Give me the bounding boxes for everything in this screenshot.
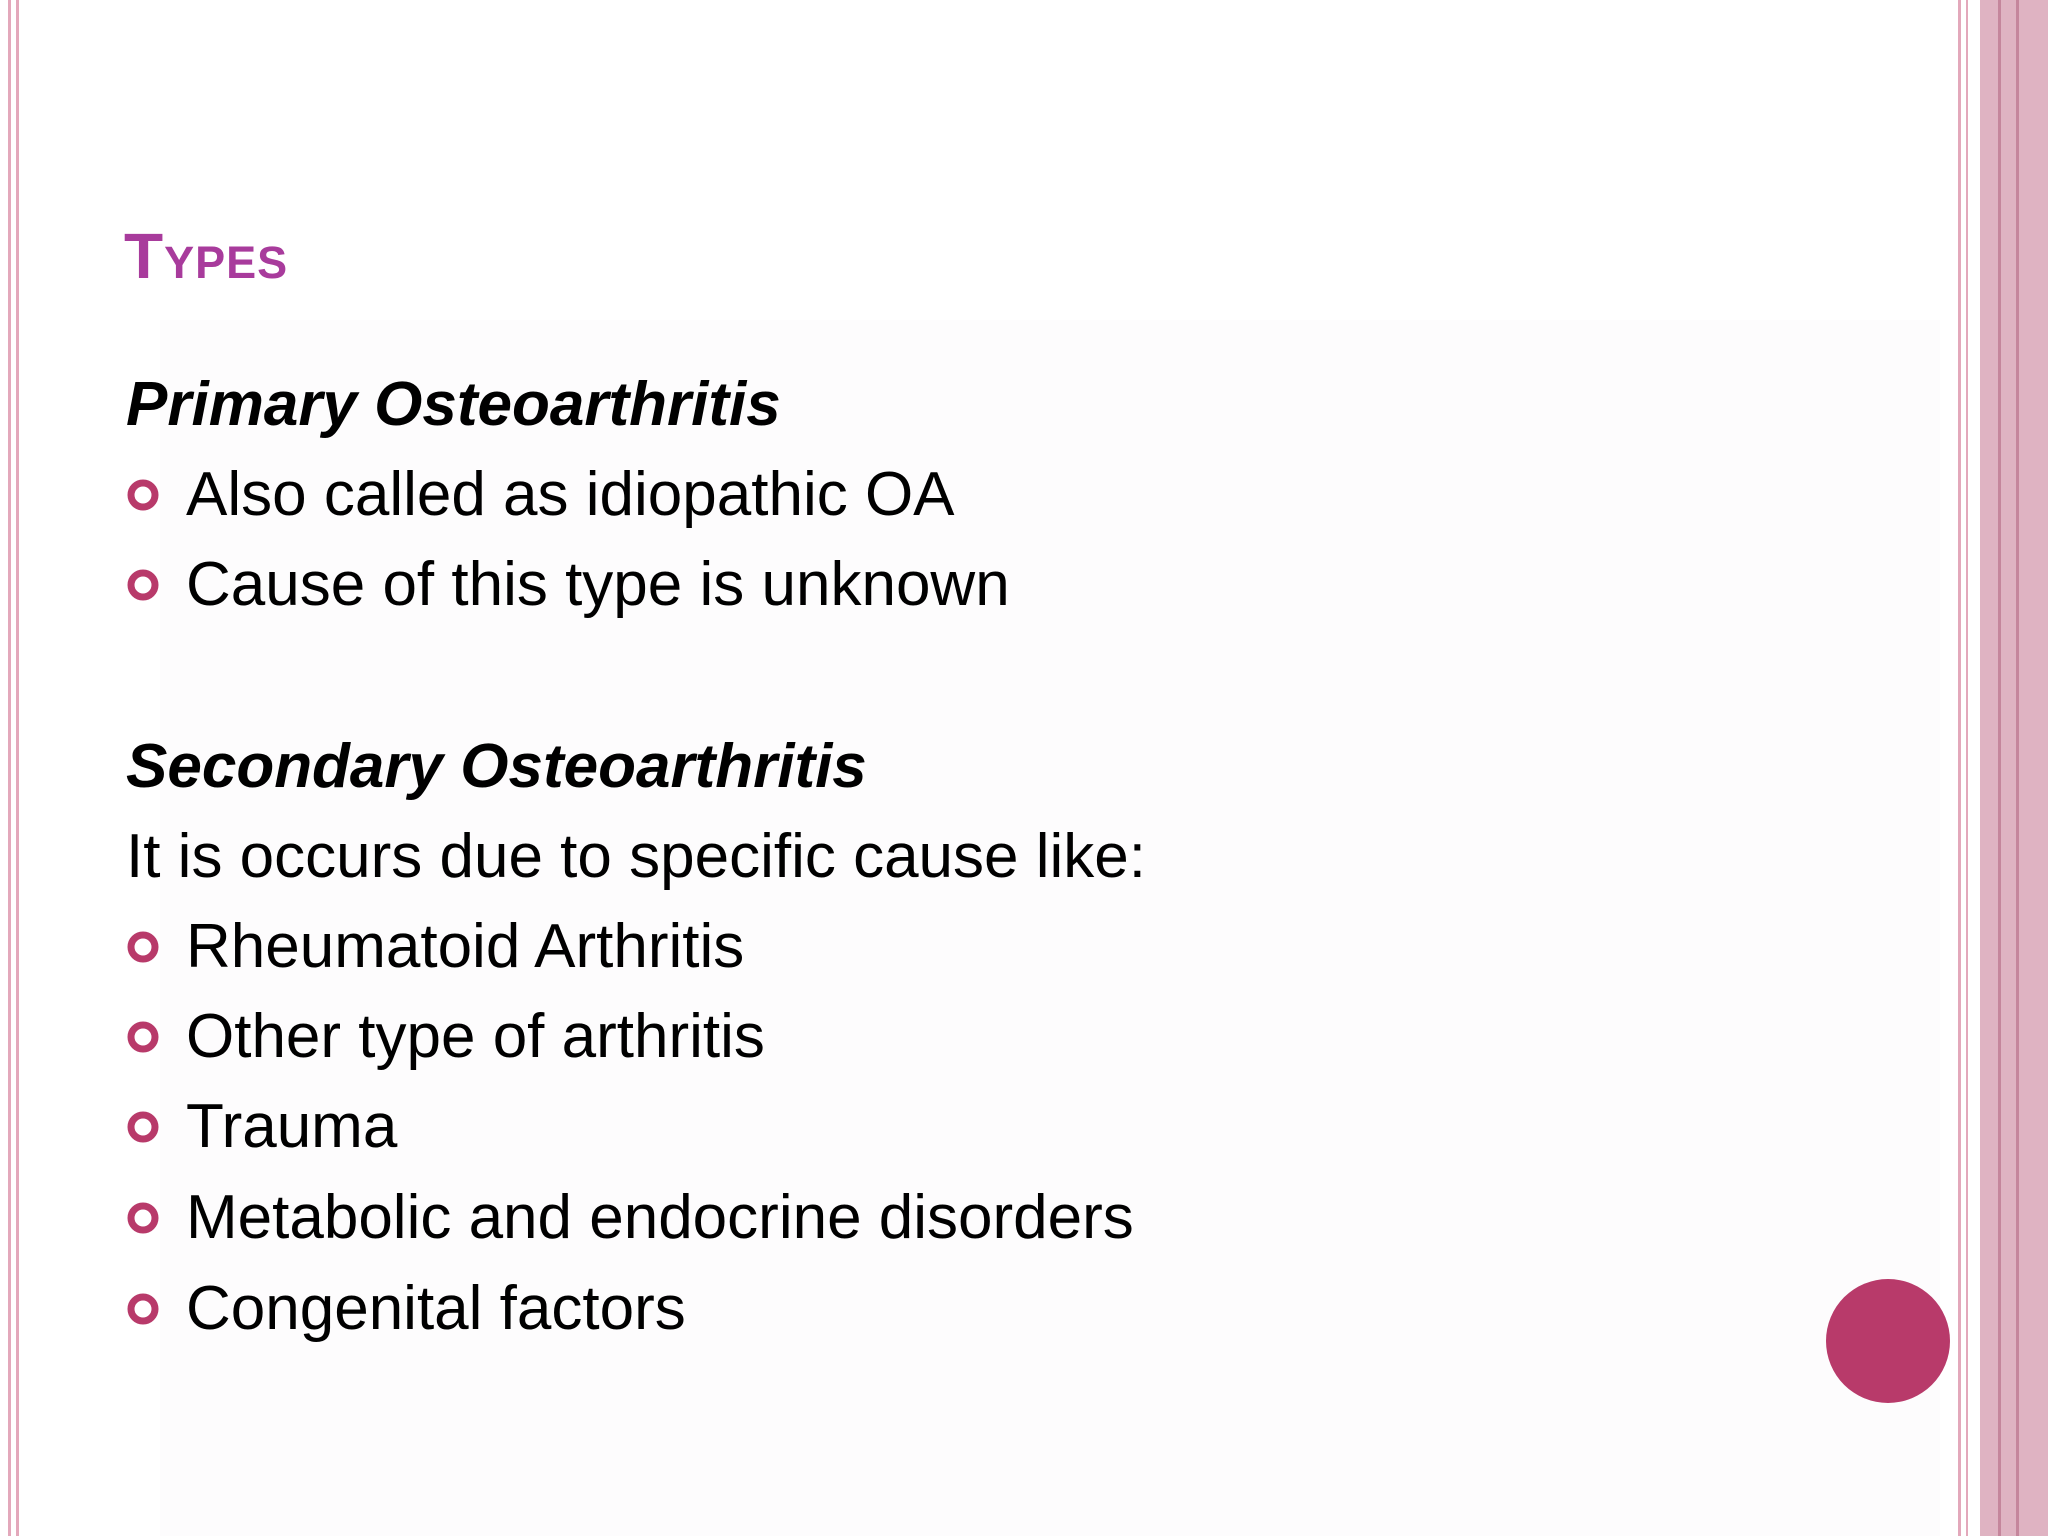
secondary-bullet-2 (126, 992, 765, 1082)
secondary-bullet-1 (126, 902, 744, 992)
primary-bullet-2 (126, 540, 1010, 630)
secondary-heading: Secondary Osteoarthritis (126, 732, 867, 801)
right-border-thin-line (1958, 0, 1961, 1536)
ring-bullet-icon (126, 1020, 160, 1054)
right-border-dark-line (1998, 0, 2001, 1536)
right-border-dark-line-2 (2016, 0, 2019, 1536)
primary-bullet-1 (126, 450, 955, 540)
secondary-intro: It is occurs due to specific cause like: (126, 822, 1147, 891)
secondary-bullet-text: Trauma (186, 1092, 398, 1161)
secondary-bullet-text: Metabolic and endocrine disorders (186, 1183, 1134, 1252)
ring-bullet-icon (126, 1201, 160, 1235)
secondary-bullet-text: Other type of arthritis (186, 1002, 765, 1071)
primary-bullet-text: Also called as idiopathic OA (186, 460, 955, 529)
slide-title: Types (124, 220, 289, 292)
right-border-band (1980, 0, 2048, 1536)
secondary-bullet-text: Congenital factors (186, 1274, 686, 1343)
ring-bullet-icon (126, 1292, 160, 1326)
secondary-bullet-text: Rheumatoid Arthritis (186, 912, 745, 981)
secondary-bullet-3 (126, 1082, 397, 1172)
ring-bullet-icon (126, 1110, 160, 1144)
ring-bullet-icon (126, 568, 160, 602)
left-border-line-outer (8, 0, 11, 1536)
secondary-bullet-4 (126, 1173, 1134, 1263)
ring-bullet-icon (126, 478, 160, 512)
right-border-thin-line-2 (1966, 0, 1968, 1536)
primary-heading: Primary Osteoarthritis (126, 370, 781, 439)
left-border-line-inner (16, 0, 19, 1536)
circle-decoration (1826, 1279, 1950, 1403)
primary-bullet-text: Cause of this type is unknown (186, 550, 1010, 619)
ring-bullet-icon (126, 930, 160, 964)
secondary-bullet-5 (126, 1264, 686, 1354)
